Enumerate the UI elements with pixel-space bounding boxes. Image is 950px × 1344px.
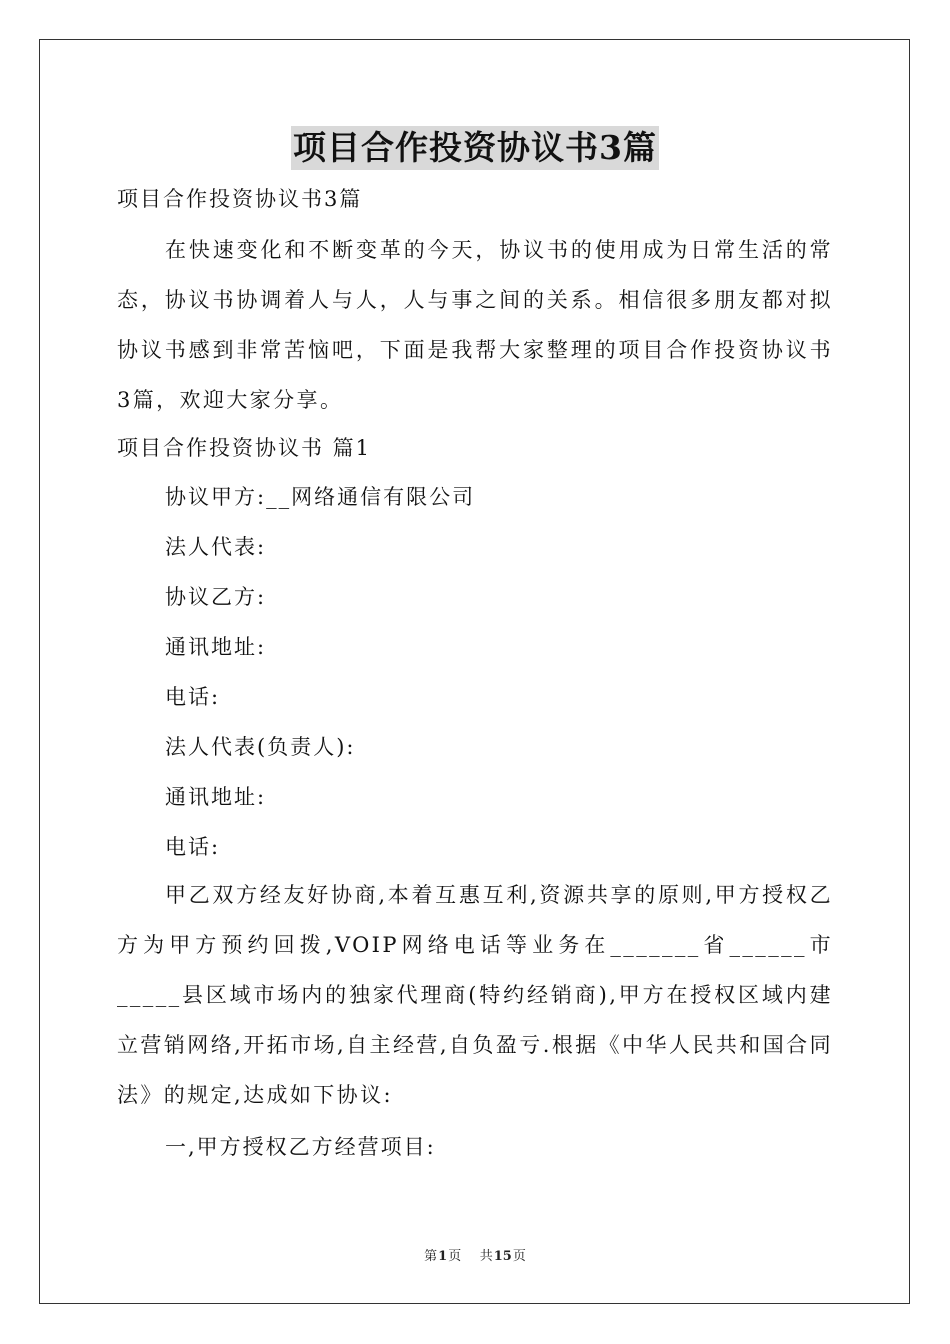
field-address-b: 通讯地址:: [165, 785, 267, 809]
agreement-paragraph: 甲乙双方经友好协商,本着互惠互利,资源共享的原则,甲方授权乙方为甲方预约回拨,VOIP网络电话等业务在_______省______市_____县区域市场内的独家代理商(特约经销商),甲方在授权区域内建立营销网络,开拓市场,自主经营,自负盈亏.根据《中华人民共和国合同法》的规定,达成如下协议:: [117, 883, 833, 1107]
section-heading: 项目合作投资协议书 篇1: [117, 436, 372, 460]
total-prefix: 共: [479, 1249, 493, 1264]
field-phone-b: 电话:: [165, 835, 221, 859]
document-subtitle: 项目合作投资协议书3篇: [117, 187, 363, 211]
page-number: 1: [438, 1249, 448, 1264]
clause-1: 一,甲方授权乙方经营项目:: [165, 1135, 436, 1159]
field-party-a: 协议甲方:__网络通信有限公司: [165, 485, 476, 509]
field-phone-a: 电话:: [165, 685, 221, 709]
page-suffix: 页: [448, 1249, 462, 1264]
field-legal-rep-b: 法人代表(负责人):: [165, 735, 356, 759]
field-legal-rep-a: 法人代表:: [165, 535, 267, 559]
page-prefix: 第: [424, 1249, 438, 1264]
title-container: [0, 126, 950, 170]
field-address-a: 通讯地址:: [165, 635, 267, 659]
page-footer: [0, 1245, 950, 1264]
document-title: 项目合作投资协议书3篇: [291, 126, 659, 170]
intro-paragraph: 在快速变化和不断变革的今天，协议书的使用成为日常生活的常态，协议书协调着人与人，人与事之间的关系。相信很多朋友都对拟协议书感到非常苦恼吧，下面是我帮大家整理的项目合作投资协议书3篇，欢迎大家分享。: [117, 238, 833, 412]
total-pages: 15: [493, 1249, 512, 1264]
total-suffix: 页: [512, 1249, 526, 1264]
field-party-b: 协议乙方:: [165, 585, 267, 609]
